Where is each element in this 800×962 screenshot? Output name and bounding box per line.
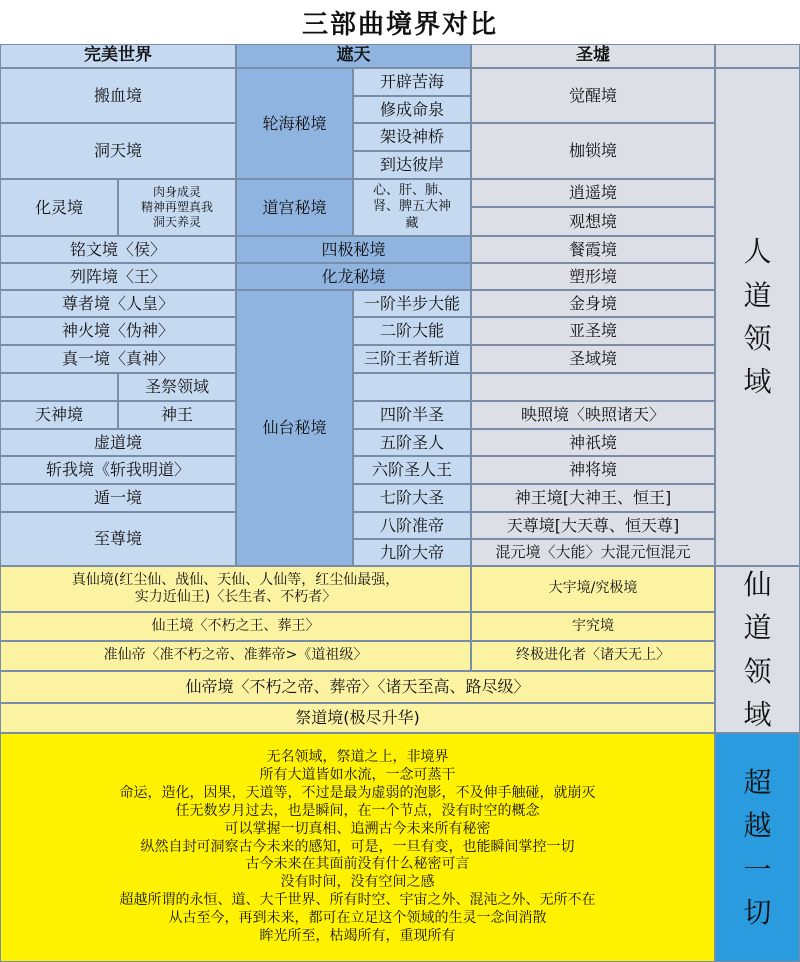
realm-zhunxiandi: 准仙帝〈准不朽之帝、准葬帝>《道祖级〉 <box>0 641 471 671</box>
beyond-line: 所有大道皆如水流，一念可蒸干 <box>259 766 456 783</box>
hualing-stage: 肉身成灵 <box>152 185 201 199</box>
realm-jinshen: 金身境 <box>471 290 715 317</box>
hualing-stage: 洞天养灵 <box>152 215 201 229</box>
side-char: 越 <box>743 809 772 843</box>
xiantai-stage: 九阶大帝 <box>353 539 471 566</box>
realm-liezhen: 列阵境〈王〉 <box>0 263 236 290</box>
realm-empty-cell <box>0 373 118 401</box>
realm-tianzun: 天尊境[大天尊、恒天尊] <box>471 512 715 539</box>
realm-zhanwo: 斩我境《斩我明道〉 <box>0 456 236 484</box>
realm-hualong: 化龙秘境 <box>236 263 471 290</box>
realm-tianshen: 天神境 <box>0 401 118 429</box>
page-title: 三部曲境界对比 <box>301 9 498 40</box>
side-char: 域 <box>743 697 772 731</box>
side-char: 领 <box>743 654 772 688</box>
side-char: 领 <box>743 322 772 355</box>
side-char: 域 <box>743 365 772 399</box>
realm-xiandi: 仙帝境〈不朽之帝、葬帝〉〈诸天至高、路尽级〉 <box>0 671 715 703</box>
beyond-line: 命运，造化，因果，天道等，不过是最为虚弱的泡影，不及伸手触碰，就崩灭 <box>119 784 596 801</box>
realm-daogong: 道宫秘境 <box>236 179 353 236</box>
beyond-line: 没有时间，没有空间之感 <box>280 874 435 891</box>
beyond-line: 从古至今，再到未来，都可在立足这个领域的生灵一念间消散 <box>168 910 547 927</box>
xiantai-stage: 八阶准帝 <box>353 512 471 539</box>
realm-zunzhe: 尊者境〈人皇〉 <box>0 290 236 317</box>
realm-suxing: 塑形境 <box>471 263 715 290</box>
daogong-line: 心、肝、肺、 <box>372 183 451 199</box>
lunhai-stage: 架设神桥 <box>353 123 471 151</box>
side-char: 仙 <box>743 567 772 601</box>
realm-shenwang: 神王境[大神王、恒王] <box>471 484 715 512</box>
xiantai-stage: 七阶大圣 <box>353 484 471 512</box>
xiantai-stage: 四阶半圣 <box>353 401 471 429</box>
side-char: 超 <box>743 765 772 799</box>
realm-dunyi: 遁一境 <box>0 484 236 512</box>
beyond-line: 超越所谓的永恒、道、大千世界、所有时空、宇宙之外、混沌之外、无所不在 <box>119 892 596 909</box>
beyond-line: 纵然自封可洞察古今未来的感知，可是，一旦有变，也能瞬间掌控一切 <box>140 838 575 855</box>
realm-shengji: 圣祭领域 <box>118 373 236 401</box>
beyond-line: 古今未来在其面前没有什么秘密可言 <box>245 856 470 873</box>
realm-xiaoyao: 逍遥境 <box>471 179 715 207</box>
beyond-line: 无名领域，祭道之上，非境界 <box>266 749 449 766</box>
realm-empty-cell <box>471 373 715 401</box>
realm-canxia: 餐霞境 <box>471 236 715 263</box>
realm-shengyu: 圣域境 <box>471 345 715 373</box>
hualing-stage: 精神再塑真我 <box>140 200 213 214</box>
beyond-description <box>0 733 715 962</box>
xiantai-stage-empty <box>353 373 471 401</box>
realm-hualing-stages <box>118 179 236 236</box>
header-shengxu: 圣墟 <box>471 44 715 68</box>
lunhai-stage: 开辟苦海 <box>353 68 471 96</box>
header-zhetian: 遮天 <box>236 44 471 68</box>
realm-lunhai: 轮海秘境 <box>236 68 353 179</box>
realm-yujiu: 宇究境 <box>471 612 715 641</box>
realm-shenhuo: 神火境〈伪神〉 <box>0 317 236 345</box>
lunhai-stage: 修成命泉 <box>353 96 471 123</box>
header-blank <box>715 44 800 68</box>
xiantai-stage: 六阶圣人王 <box>353 456 471 484</box>
side-label-rendao <box>715 68 800 566</box>
xiantai-stage: 三阶王者斩道 <box>353 345 471 373</box>
side-label-xiandao <box>715 566 800 733</box>
realm-guanxiang: 观想境 <box>471 207 715 236</box>
realm-mingwen: 铭文境〈侯〉 <box>0 236 236 263</box>
daogong-line: 藏 <box>405 215 419 231</box>
xiantai-stage: 二阶大能 <box>353 317 471 345</box>
realm-hunyuan: 混元境〈大能〉大混元恒混元 <box>471 539 715 566</box>
realm-dayu: 大宇境/究极境 <box>471 566 715 612</box>
xiantai-stage: 一阶半步大能 <box>353 290 471 317</box>
zhenxian-line: 真仙境(红尘仙、战仙、天仙、人仙等，红尘仙最强， <box>71 571 400 588</box>
zhenxian-line: 实力近仙王)〈长生者、不朽者〉 <box>134 589 337 605</box>
realm-zhizun: 至尊境 <box>0 512 236 566</box>
realm-siji: 四极秘境 <box>236 236 471 263</box>
lunhai-stage: 到达彼岸 <box>353 151 471 179</box>
realm-xiantai: 仙台秘境 <box>236 290 353 566</box>
realm-dongtian: 洞天境 <box>0 123 236 179</box>
xiantai-stage: 五阶圣人 <box>353 429 471 456</box>
realm-zhenxian <box>0 566 471 612</box>
side-label-chaoyue <box>715 733 800 962</box>
realm-banxue: 搬血境 <box>0 68 236 123</box>
realm-hualing: 化灵境 <box>0 179 118 236</box>
beyond-line: 可以掌握一切真相、追溯古今未来所有秘密 <box>224 820 491 837</box>
realm-xianwang: 仙王境〈不朽之王、葬王〉 <box>0 612 471 641</box>
side-char: 人 <box>743 235 772 269</box>
realm-juexing: 觉醒境 <box>471 68 715 123</box>
realm-zhongji: 终极进化者〈诸天无上〉 <box>471 641 715 671</box>
header-perfect-world: 完美世界 <box>0 44 236 68</box>
side-char: 一 <box>743 852 772 886</box>
realm-shenjiang: 神将境 <box>471 456 715 484</box>
realm-xudao: 虚道境 <box>0 429 236 456</box>
realm-yingzhao: 映照境〈映照诸天〉 <box>471 401 715 429</box>
realm-jiasuo: 枷锁境 <box>471 123 715 179</box>
daogong-line: 肾、脾五大神 <box>372 199 451 215</box>
realm-yasheng: 亚圣境 <box>471 317 715 345</box>
beyond-line: 任无数岁月过去，也是瞬间，在一个节点，没有时空的概念 <box>175 802 540 819</box>
side-char: 切 <box>743 895 772 929</box>
daogong-stages <box>353 179 471 236</box>
realm-shenqi: 神祇境 <box>471 429 715 456</box>
side-char: 道 <box>743 278 772 312</box>
realm-zhenyi: 真一境〈真神〉 <box>0 345 236 373</box>
side-char: 道 <box>743 611 772 645</box>
realm-jidao: 祭道境(极尽升华) <box>0 703 715 733</box>
realm-shenwang: 神王 <box>118 401 236 429</box>
beyond-line: 眸光所至，枯竭所有，重现所有 <box>259 928 456 945</box>
